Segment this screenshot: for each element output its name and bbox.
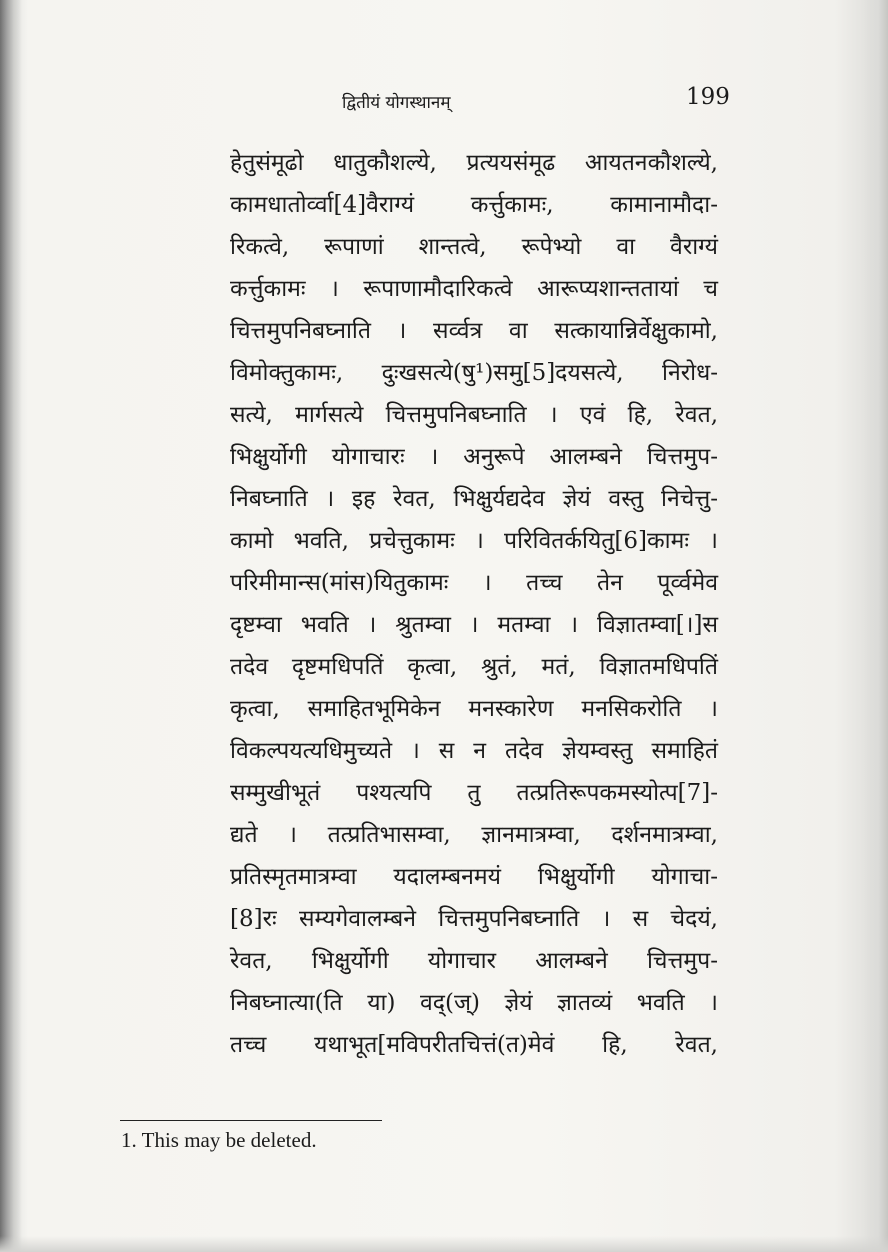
footnote-rule (120, 1120, 382, 1121)
text-line: विकल्पयत्यधिमुच्यते । स न तदेव ज्ञेयम्वस्तु समाहितं (230, 738, 718, 764)
body-text (230, 142, 718, 1066)
text-line: हेतुसंमूढो धातुकौशल्ये, प्रत्ययसंमूढ आयतनकौशल्ये, (230, 150, 718, 176)
footnote: 1. This may be deleted. (121, 1128, 317, 1152)
text-line: तदेव दृष्टमधिपतिं कृत्वा, श्रुतं, मतं, विज्ञातमधिपतिं (230, 654, 718, 680)
text-line: प्रतिस्मृतमात्रम्वा यदालम्बनमयं भिक्षुर्योगी योगाचा- (230, 864, 718, 890)
text-line: कामधातोर्व्वा[4]वैराग्यं कर्त्तुकामः, कामानामौदा- (230, 192, 718, 218)
text-line: तच्च यथाभूत[मविपरीतचित्तं(त)मेवं हि, रेवत, (230, 1032, 718, 1058)
page-edge-right (864, 0, 888, 1252)
text-line: द्यते । तत्प्रतिभासम्वा, ज्ञानमात्रम्वा, दर्शनमात्रम्वा, (230, 822, 718, 848)
page-number: 199 (686, 84, 730, 110)
text-line: रिकत्वे, रूपाणां शान्तत्वे, रूपेभ्यो वा वैराग्यं (230, 234, 718, 260)
text-line: कर्त्तुकामः । रूपाणामौदारिकत्वे आरूप्यशान्ततायां च (230, 276, 718, 302)
text-line: रेवत, भिक्षुर्योगी योगाचार आलम्बने चित्तमुप- (230, 948, 718, 974)
page-edge-bottom (0, 1236, 888, 1252)
text-line: भिक्षुर्योगी योगाचारः । अनुरूपे आलम्बने चित्तमुप- (230, 444, 718, 470)
text-line: [8]रः सम्यगेवालम्बने चित्तमुपनिबघ्नाति । स चेदयं, (230, 906, 718, 932)
text-line: दृष्टम्वा भवति । श्रुतम्वा । मतम्वा । विज्ञातम्वा[।]स (230, 612, 718, 638)
text-line: चित्तमुपनिबघ्नाति । सर्व्वत्र वा सत्कायान्निर्वेक्षुकामो, (230, 318, 718, 344)
text-line: निबघ्नात्या(ति या) वद्(ज्) ज्ञेयं ज्ञातव्यं भवति । (230, 990, 718, 1016)
text-line: कामो भवति, प्रचेत्तुकामः । परिवितर्कयितु[6]कामः । (230, 528, 718, 554)
text-line: निबघ्नाति । इह रेवत, भिक्षुर्यद्यदेव ज्ञेयं वस्तु निचेत्तु- (230, 486, 718, 512)
text-line: परिमीमान्स(मांस)यितुकामः । तच्च तेन पूर्व्वमेव (230, 570, 718, 596)
text-line: सम्मुखीभूतं पश्यत्यपि तु तत्प्रतिरूपकमस्योत्प[7]- (230, 780, 718, 806)
text-line: विमोक्तुकामः, दुःखसत्ये(षु¹)समु[5]दयसत्ये, निरोध- (230, 360, 718, 386)
text-line: सत्ये, मार्गसत्ये चित्तमुपनिबघ्नाति । एवं हि, रेवत, (230, 402, 718, 428)
running-head: द्वितीयं योगस्थानम् (342, 93, 451, 113)
binding-shadow (0, 0, 22, 1252)
text-line: कृत्वा, समाहितभूमिकेन मनस्कारेण मनसिकरोति । (230, 696, 718, 722)
